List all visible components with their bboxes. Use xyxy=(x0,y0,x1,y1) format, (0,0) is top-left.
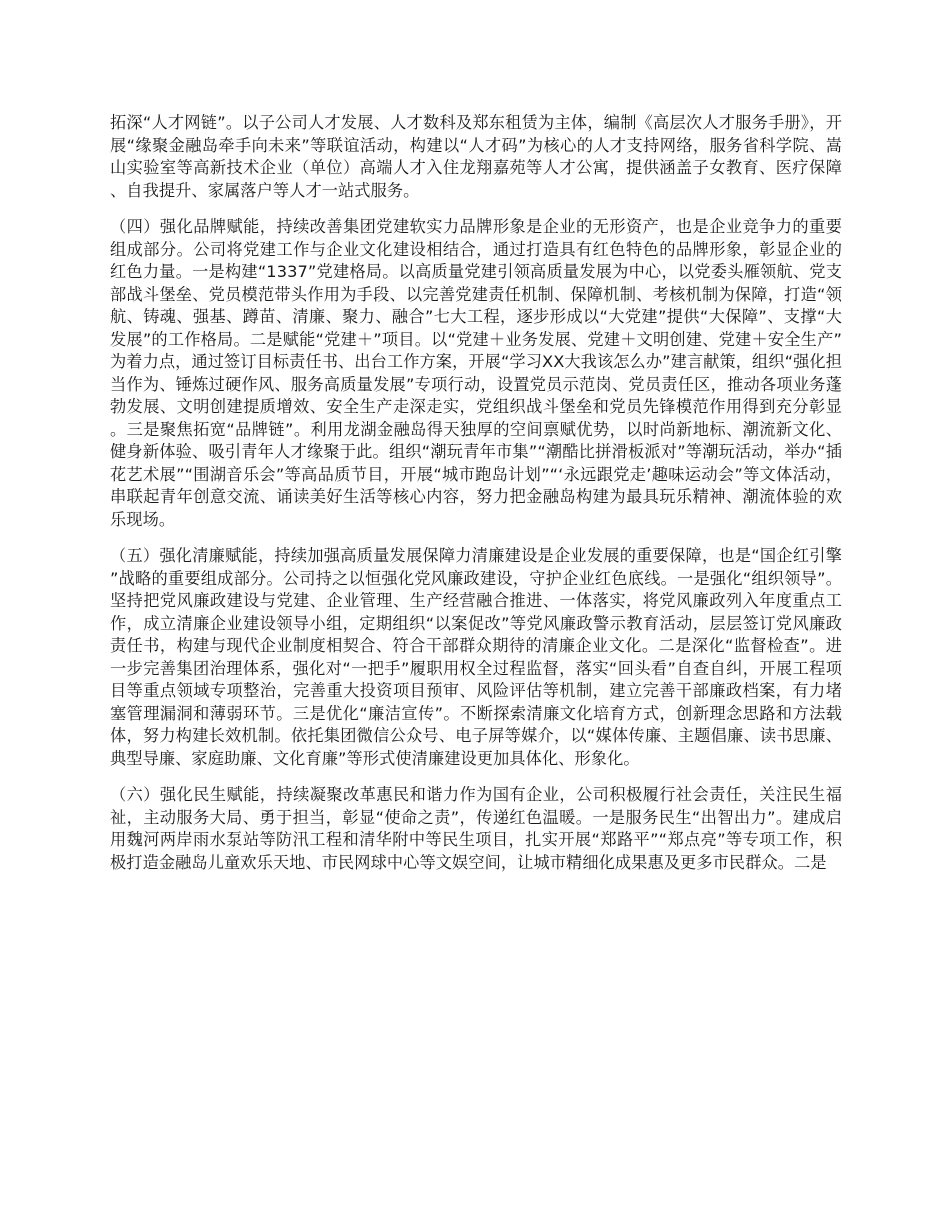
document-page xyxy=(110,112,842,888)
paragraph-talent-network: 拓深“人才网链”。以子公司人才发展、人才数科及郑东租赁为主体，编制《高层次人才服务手册》，开展“缘聚金融岛牵手向未来”等联谊活动，构建以“人才码”为核心的人才支持网络，服务省科学院、嵩山实验室等高新技术企业（单位）高端人才入住龙翔嘉苑等人才公寓，提供涵盖子女教育、医疗保障、自我提升、家属落户等人才一站式服务。 xyxy=(110,113,842,200)
paragraph-brand-empowerment: （四）强化品牌赋能，持续改善集团党建软实力品牌形象是企业的无形资产，也是企业竞争力的重要组成部分。公司将党建工作与企业文化建设相结合，通过打造具有红色特色的品牌形象，彰显企业的红色力量。一是构建“1337”党建格局。以高质量党建引领高质量发展为中心，以党委头雁领航、党支部战斗堡垒、党员模范带头作用为手段、以完善党建责任机制、保障机制、考核机制为保障，打造“领航、铸魂、强基、蹲苗、清廉、聚力、融合”七大工程，逐步形成以“大党建”提供“大保障”、支撑“大发展”的工作格局。二是赋能“党建＋”项目。以“党建＋业务发展、党建＋文明创建、党建＋安全生产”为着力点，通过签订目标责任书、出台工作方案，开展“学习XX大我该怎么办”建言献策，组织“强化担当作为、锤炼过硬作风、服务高质量发展”专项行动，设置党员示范岗、党员责任区，推动各项业务蓬勃发展、文明创建提质增效、安全生产走深走实，党组织战斗堡垒和党员先锋模范作用得到充分彰显。三是聚焦拓宽“品牌链”。利用龙湖金融岛得天独厚的空间禀赋优势，以时尚新地标、潮流新文化、健身新体验、吸引青年人才缘聚于此。组织“潮玩青年市集”“潮酷比拼滑板派对”等潮玩活动，举办“插花艺术展”“围湖音乐会”等高品质节目，开展“城市跑岛计划”“‘永远跟党走’趣味运动会”等文体活动，串联起青年创意交流、诵读美好生活等核心内容，努力把金融岛构建为最具玩乐精神、潮流体验的欢乐现场。 xyxy=(110,217,842,529)
paragraph-integrity-empowerment: （五）强化清廉赋能，持续加强高质量发展保障力清廉建设是企业发展的重要保障，也是“国企红引擎”战略的重要组成部分。公司持之以恒强化党风廉政建设，守护企业红色底线。一是强化“组织领导”。坚持把党风廉政建设与党建、企业管理、生产经营融合推进、一体落实，将党风廉政列入年度重点工作，成立清廉企业建设领导小组，定期组织“以案促改”等党风廉政警示教育活动，层层签订党风廉政责任书，构建与现代企业制度相契合、符合干部群众期待的清廉企业文化。二是深化“监督检查”。进一步完善集团治理体系，强化对“一把手”履职用权全过程监督，落实“回头看”自查自纠，开展工程项目等重点领域专项整治，完善重大投资项目预审、风险评估等机制，建立完善干部廉政档案，有力堵塞管理漏洞和薄弱环节。三是优化“廉洁宣传”。不断探索清廉文化培育方式，创新理念思路和方法载体，努力构建长效机制。依托集团微信公众号、电子屏等媒介，以“媒体传廉、主题倡廉、读书思廉、典型导廉、家庭助廉、文化育廉”等形式使清廉建设更加具体化、形象化。 xyxy=(110,546,842,768)
paragraph-livelihood-empowerment: （六）强化民生赋能，持续凝聚改革惠民和谐力作为国有企业，公司积极履行社会责任，关注民生福祉，主动服务大局、勇于担当，彰显“使命之责”，传递红色温暖。一是服务民生“出智出力”。建成启用魏河两岸雨水泵站等防汛工程和清华附中等民生项目，扎实开展“郑路平”“郑点亮”等专项工作，积极打造金融岛儿童欢乐天地、市民网球中心等文娱空间，让城市精细化成果惠及更多市民群众。二是 xyxy=(110,785,842,872)
